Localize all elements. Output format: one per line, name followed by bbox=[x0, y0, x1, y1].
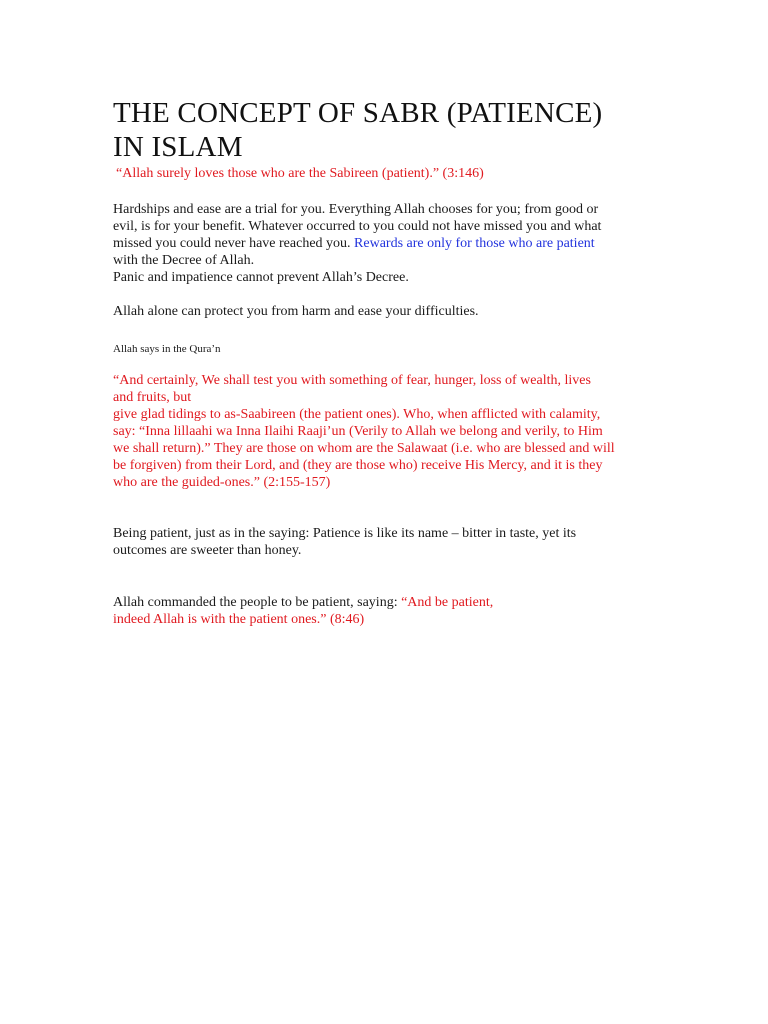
document-page bbox=[113, 96, 658, 628]
quote-line: say: “Inna lillaahi wa Inna Ilaihi Raaji’un (Verily to Allah we belong and verily, to Him bbox=[113, 424, 603, 439]
allah-says-label: Allah says in the Qura’n bbox=[113, 343, 221, 355]
paragraph-being-patient bbox=[113, 525, 658, 559]
paragraph-line: outcomes are sweeter than honey. bbox=[113, 543, 302, 558]
quran-quote bbox=[113, 372, 658, 491]
rewards-highlight: Rewards are only for those who are patient bbox=[354, 236, 595, 251]
commanded-quote-start: “And be patient, bbox=[401, 595, 494, 610]
paragraph-line: with the Decree of Allah. bbox=[113, 253, 255, 268]
paragraph-panic: Panic and impatience cannot prevent Allah’s Decree. bbox=[113, 270, 409, 285]
quote-line: “And certainly, We shall test you with something of fear, hunger, loss of wealth, lives bbox=[113, 373, 591, 388]
title-line-1: THE CONCEPT OF SABR (PATIENCE) bbox=[113, 97, 603, 129]
paragraph-line: missed you could never have reached you. bbox=[113, 236, 355, 251]
subtitle-quote: “Allah surely loves those who are the Sabireen (patient).” (3:146) bbox=[116, 166, 484, 181]
paragraph-allah-alone: Allah alone can protect you from harm and ease your difficulties. bbox=[113, 304, 479, 319]
title-line-2: IN ISLAM bbox=[113, 131, 243, 163]
document-title bbox=[113, 96, 658, 164]
quote-line: and fruits, but bbox=[113, 390, 192, 405]
paragraph-line: Allah commanded the people to be patient, saying: bbox=[113, 595, 402, 610]
paragraph-line: evil, is for your benefit. Whatever occurred to you could not have missed you and what bbox=[113, 219, 602, 234]
quote-line: be forgiven) from their Lord, and (they are those who) receive His Mercy, and it is they bbox=[113, 458, 603, 473]
paragraph-line: Hardships and ease are a trial for you. Everything Allah chooses for you; from good or bbox=[113, 202, 599, 217]
quote-line: we shall return).” They are those on whom are the Salawaat (i.e. who are blessed and will bbox=[113, 441, 615, 456]
paragraph-hardships bbox=[113, 201, 658, 269]
quote-line: who are the guided-ones.” (2:155-157) bbox=[113, 475, 331, 490]
commanded-quote-end: indeed Allah is with the patient ones.” (8:46) bbox=[113, 612, 365, 627]
paragraph-line: Being patient, just as in the saying: Patience is like its name – bitter in taste, yet its bbox=[113, 526, 577, 541]
paragraph-commanded bbox=[113, 594, 658, 628]
quote-line: give glad tidings to as-Saabireen (the patient ones). Who, when afflicted with calamity, bbox=[113, 407, 601, 422]
